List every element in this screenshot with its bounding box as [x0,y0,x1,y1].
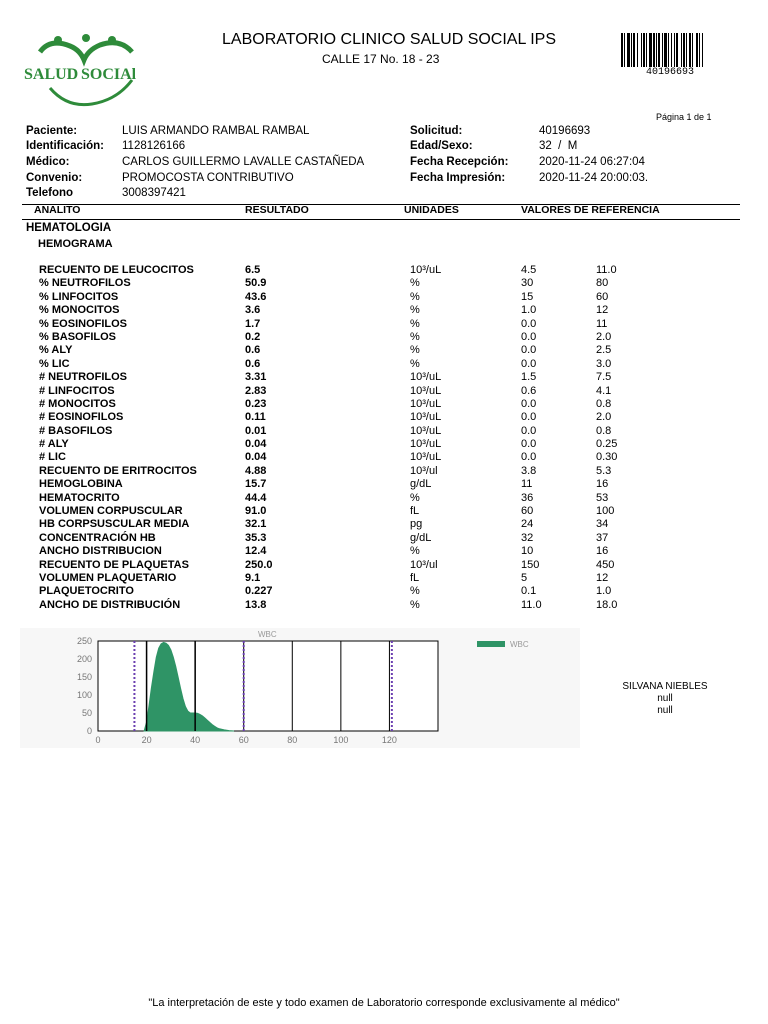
result-row [0,425,768,438]
reference-high: 0.8 [596,397,612,410]
agreement-value: PROMOCOSTA CONTRIBUTIVO [122,172,294,184]
result-row [0,277,768,290]
result-name: % NEUTROFILOS [39,277,131,290]
y-tick-label: 250 [76,636,92,646]
reference-high: 12 [596,571,609,584]
patient-label: Paciente: [26,125,78,137]
reference-high: 0.25 [596,438,618,451]
result-unit: % [410,598,420,611]
doctor-label: Médico: [26,156,70,168]
result-row [0,572,768,585]
result-unit: % [410,344,420,357]
phone-label: Telefono [26,187,74,199]
result-unit: % [410,585,420,598]
reference-high: 16 [596,478,609,491]
x-tick-label: 80 [287,735,298,745]
result-value: 4.88 [245,464,267,477]
lab-title: LABORATORIO CLINICO SALUD SOCIAL IPS [222,31,557,48]
reference-low: 11.0 [521,598,542,611]
result-unit: % [410,304,420,317]
col-unidades: UNIDADES [404,204,459,216]
phone-value: 3008397421 [122,187,186,199]
result-unit: fL [410,505,420,518]
result-value: 6.5 [245,264,261,276]
result-unit: % [410,330,420,343]
result-name: % ALY [39,344,73,357]
x-tick-label: 20 [141,735,152,745]
barcode [621,33,733,67]
result-row [0,532,768,545]
result-name: # NEUTROFILOS [39,371,128,384]
reference-high: 2.0 [596,330,612,343]
reference-high: 80 [596,277,609,290]
result-value: 3.31 [245,371,267,384]
reference-low: 60 [521,505,534,518]
x-tick-label: 120 [381,735,397,745]
result-unit: 10³/uL [410,384,442,397]
signer-name: SILVANA NIEBLES [622,681,708,692]
result-row [0,451,768,464]
result-name: RECUENTO DE LEUCOCITOS [39,264,194,276]
reference-low: 10 [521,545,534,558]
result-name: % LIC [39,357,70,370]
reference-high: 18.0 [596,598,618,611]
result-row [0,478,768,491]
result-name: % EOSINOFILOS [39,317,128,330]
reference-high: 100 [596,505,615,518]
barcode-number: 40196693 [646,67,695,78]
result-row [0,559,768,572]
reference-low: 0.0 [521,330,537,343]
result-value: 35.3 [245,531,267,544]
print-date-value: 2020-11-24 20:00:03. [539,172,649,184]
reference-low: 0.0 [521,344,537,357]
reference-high: 16 [596,545,609,558]
result-row [0,518,768,531]
result-value: 0.11 [245,411,266,424]
result-unit: fL [410,571,420,584]
result-value: 2.83 [245,384,267,397]
reference-high: 11.0 [596,264,617,276]
reference-low: 11 [521,478,533,491]
result-name: # ALY [39,438,69,451]
reference-low: 0.0 [521,451,537,464]
reference-high: 3.0 [596,357,612,370]
result-value: 0.227 [245,585,273,598]
result-unit: 10³/uL [410,424,442,437]
result-unit: 10³/uL [410,371,442,384]
col-referencia: VALORES DE REFERENCIA [521,204,660,216]
reference-low: 4.5 [521,264,537,276]
result-name: # LIC [39,451,66,464]
result-value: 43.6 [245,290,267,303]
result-row [0,318,768,331]
result-value: 0.04 [245,438,267,451]
age-sex-label: Edad/Sexo: [410,140,473,152]
reference-low: 1.0 [521,304,537,317]
result-value: 0.23 [245,397,267,410]
subsection-title: HEMOGRAMA [38,238,113,250]
result-unit: g/dL [410,478,432,491]
result-row [0,371,768,384]
reference-low: 0.0 [521,411,537,424]
result-unit: % [410,545,420,558]
result-unit: g/dL [410,531,432,544]
signer-line-2: null [657,705,673,716]
doctor-value: CARLOS GUILLERMO LAVALLE CASTAÑEDA [122,156,365,168]
reference-low: 0.0 [521,317,537,330]
reception-date-label: Fecha Recepción: [410,156,509,168]
reference-low: 0.0 [521,438,537,451]
result-value: 9.1 [245,571,261,584]
result-unit: % [410,277,420,290]
result-value: 250.0 [245,558,273,571]
y-tick-label: 50 [81,708,92,718]
reference-high: 53 [596,491,609,504]
result-row [0,385,768,398]
age-sex-value: 32 / M [539,140,578,152]
result-name: HEMOGLOBINA [39,478,123,491]
result-value: 0.6 [245,357,261,370]
result-unit: 10³/uL [410,451,442,464]
lab-address: CALLE 17 No. 18 - 23 [322,52,440,66]
reference-high: 2.0 [596,411,612,424]
result-row [0,585,768,598]
request-label: Solicitud: [410,125,463,137]
y-tick-label: 100 [76,690,92,700]
result-row [0,545,768,558]
reference-low: 24 [521,518,534,531]
col-resultado: RESULTADO [245,204,309,216]
result-name: # MONOCITOS [39,397,116,410]
result-name: CONCENTRACIÓN HB [39,531,156,544]
x-tick-label: 0 [95,735,101,745]
signer-line-1: null [657,693,673,704]
result-value: 44.4 [245,491,267,504]
identification-label: Identificación: [26,140,104,152]
reference-high: 7.5 [596,371,612,384]
result-name: ANCHO DE DISTRIBUCIÓN [39,598,181,611]
reference-low: 0.1 [521,585,537,598]
result-name: PLAQUETOCRITO [39,585,134,598]
header-rule-bottom [22,219,740,220]
print-date-label: Fecha Impresión: [410,172,506,184]
result-value: 15.7 [245,478,267,491]
reference-low: 0.0 [521,357,537,370]
result-row [0,505,768,518]
reference-high: 0.30 [596,451,618,464]
result-value: 1.7 [245,317,261,330]
result-value: 3.6 [245,304,261,317]
col-analito: ANALITO [34,204,81,216]
result-value: 13.8 [245,598,267,611]
result-unit: pg [410,518,423,531]
reference-high: 4.1 [596,384,612,397]
result-name: RECUENTO DE ERITROCITOS [39,464,197,477]
result-name: RECUENTO DE PLAQUETAS [39,558,189,571]
result-unit: % [410,357,420,370]
result-value: 12.4 [245,545,267,558]
reference-high: 1.0 [596,585,612,598]
reference-high: 5.3 [596,464,612,477]
agreement-label: Convenio: [26,172,83,184]
reference-high: 0.8 [596,424,612,437]
page-number: Página 1 de 1 [656,112,712,122]
results-table [0,264,768,612]
reference-low: 1.5 [521,371,537,384]
result-row [0,331,768,344]
chart-title: WBC [258,630,277,639]
reference-high: 60 [596,290,609,303]
result-row [0,438,768,451]
reference-high: 34 [596,518,609,531]
x-tick-label: 100 [333,735,349,745]
reference-high: 37 [596,531,609,544]
identification-value: 1128126166 [122,140,186,152]
result-name: % LINFOCITOS [39,290,119,303]
reference-high: 450 [596,558,615,571]
reference-low: 32 [521,531,534,544]
result-name: # BASOFILOS [39,424,113,437]
legend-swatch [477,641,505,647]
result-value: 50.9 [245,277,267,290]
footer-disclaimer: "La interpretación de este y todo examen de Laboratorio corresponde exclusivamente al médico" [148,997,620,1009]
result-name: VOLUMEN PLAQUETARIO [39,571,177,584]
result-value: 32.1 [245,518,267,531]
result-value: 0.6 [245,344,261,357]
reception-date-value: 2020-11-24 06:27:04 [539,156,645,168]
result-unit: % [410,317,420,330]
result-unit: 10³/uL [410,397,442,410]
reference-low: 30 [521,277,534,290]
request-value: 40196693 [539,125,591,137]
result-name: VOLUMEN CORPUSCULAR [39,505,183,518]
result-row [0,304,768,317]
result-row [0,411,768,424]
result-value: 0.04 [245,451,267,464]
result-name: ANCHO DISTRIBUCION [39,545,162,558]
result-row [0,492,768,505]
reference-high: 2.5 [596,344,612,357]
y-tick-label: 200 [76,654,92,664]
result-unit: 10³/ul [410,464,438,477]
reference-low: 5 [521,571,528,584]
result-row [0,599,768,612]
patient-value: LUIS ARMANDO RAMBAL RAMBAL [122,125,310,137]
reference-low: 15 [521,290,534,303]
result-name: HB CORPSUSCULAR MEDIA [39,518,190,531]
legend-label: WBC [510,640,529,649]
y-tick-label: 150 [76,672,92,682]
result-unit: % [410,290,420,303]
x-tick-label: 60 [238,735,249,745]
logo-text-b: SOCIAl [81,66,137,83]
result-value: 0.01 [245,424,267,437]
result-unit: 10³/ul [410,558,438,571]
result-row [0,398,768,411]
result-name: # EOSINOFILOS [39,411,124,424]
reference-low: 150 [521,558,540,571]
saludsocial-logo [22,30,157,110]
y-tick-label: 0 [86,726,92,736]
result-name: # LINFOCITOS [39,384,115,397]
reference-low: 0.0 [521,424,537,437]
reference-low: 0.0 [521,397,537,410]
result-row [0,264,768,277]
logo-text-a: SALUD [24,66,79,83]
x-tick-label: 40 [190,735,201,745]
result-row [0,358,768,371]
wbc-histogram [20,628,580,748]
result-row [0,291,768,304]
section-title: HEMATOLOGIA [26,222,112,234]
reference-high: 12 [596,304,609,317]
result-name: % MONOCITOS [39,304,120,317]
result-name: HEMATOCRITO [39,491,120,504]
reference-low: 36 [521,491,534,504]
result-row [0,465,768,478]
result-row [0,344,768,357]
result-value: 91.0 [245,505,267,518]
reference-high: 11 [596,317,608,330]
result-unit: 10³/uL [410,411,442,424]
reference-low: 0.6 [521,384,537,397]
result-unit: 10³/uL [410,438,442,451]
result-unit: % [410,491,420,504]
reference-low: 3.8 [521,464,537,477]
result-value: 0.2 [245,330,261,343]
result-unit: 10³/uL [410,264,442,276]
result-name: % BASOFILOS [39,330,117,343]
